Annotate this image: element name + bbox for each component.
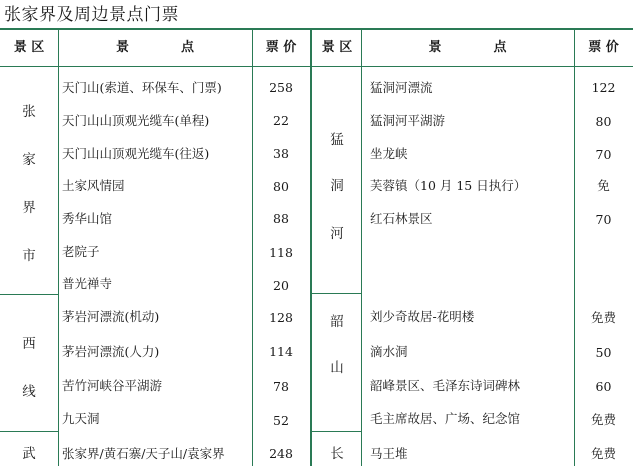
region-label: 河 bbox=[330, 226, 344, 242]
table-row-price: 免费 bbox=[590, 446, 616, 461]
table-row-spot: 猛洞河平湖游 bbox=[370, 113, 446, 128]
region-label: 猛 bbox=[330, 132, 344, 148]
table-row-price: 118 bbox=[269, 245, 293, 260]
region-label: 西 bbox=[22, 336, 36, 352]
region-label: 界 bbox=[22, 200, 36, 216]
table-row-price: 128 bbox=[269, 310, 293, 325]
header-rule bbox=[0, 66, 633, 67]
page-title: 张家界及周边景点门票 bbox=[4, 5, 179, 25]
table-row-spot: 毛主席故居、广场、纪念馆 bbox=[370, 411, 521, 426]
region-label: 武 bbox=[22, 446, 36, 462]
region-label: 市 bbox=[22, 248, 36, 264]
table-row-price: 38 bbox=[273, 146, 289, 161]
table-row-spot: 坐龙峡 bbox=[370, 146, 408, 161]
table-row-spot: 芙蓉镇（10 月 15 日执行） bbox=[370, 178, 527, 193]
table-row-price: 50 bbox=[595, 345, 612, 360]
table-row-spot: 天门山山顶观光缆车(单程) bbox=[62, 113, 210, 128]
region-rule bbox=[0, 294, 58, 295]
header-price-right: 票 价 bbox=[588, 40, 619, 55]
region-label: 线 bbox=[22, 384, 36, 400]
region-label: 韶 bbox=[330, 314, 344, 330]
header-region-left: 景 区 bbox=[13, 40, 45, 55]
table-row-spot: 秀华山馆 bbox=[62, 211, 113, 226]
grid-line bbox=[58, 30, 59, 466]
header-spot-right: 景 点 bbox=[428, 40, 507, 55]
region-label: 张 bbox=[22, 104, 36, 120]
region-label: 山 bbox=[330, 360, 344, 376]
table-row-price: 免费 bbox=[590, 310, 616, 325]
table-row-spot: 天门山(索道、环保车、门票) bbox=[62, 80, 222, 95]
table-row-price: 80 bbox=[273, 179, 289, 194]
table-row-price: 78 bbox=[273, 379, 289, 394]
header-price-left: 票 价 bbox=[265, 40, 297, 55]
table-row-spot: 九天洞 bbox=[62, 411, 100, 426]
table-row-price: 122 bbox=[591, 80, 616, 95]
table-row-price: 52 bbox=[273, 413, 289, 428]
region-rule bbox=[0, 431, 58, 432]
table-row-spot: 老院子 bbox=[62, 244, 100, 259]
region-rule bbox=[310, 431, 362, 432]
table-row-price: 20 bbox=[273, 278, 289, 293]
table-row-price: 免 bbox=[597, 178, 610, 193]
table-row-price: 免费 bbox=[590, 412, 616, 427]
table-row-spot: 马王堆 bbox=[370, 446, 408, 461]
table-row-price: 70 bbox=[595, 147, 612, 162]
grid-line bbox=[361, 30, 362, 466]
table-row-price: 70 bbox=[595, 212, 612, 227]
table-row-price: 88 bbox=[273, 211, 289, 226]
region-label: 长 bbox=[330, 446, 344, 462]
region-rule bbox=[310, 293, 362, 294]
table-row-spot: 茅岩河漂流(机动) bbox=[62, 309, 160, 324]
region-label: 家 bbox=[22, 152, 36, 168]
table-row-price: 258 bbox=[269, 80, 293, 95]
region-label: 洞 bbox=[330, 178, 344, 194]
table-row-price: 80 bbox=[595, 114, 612, 129]
table-row-price: 248 bbox=[269, 446, 293, 461]
table-row-spot: 红石林景区 bbox=[370, 211, 433, 226]
table-row-spot: 苦竹河峡谷平湖游 bbox=[62, 378, 163, 393]
table-row-price: 60 bbox=[595, 379, 612, 394]
table-row-spot: 猛洞河漂流 bbox=[370, 80, 433, 95]
table-row-spot: 刘少奇故居-花明楼 bbox=[370, 309, 475, 324]
header-region-right: 景 区 bbox=[321, 40, 353, 55]
table-row-spot: 茅岩河漂流(人力) bbox=[62, 344, 160, 359]
table-row-spot: 韶峰景区、毛泽东诗词碑林 bbox=[370, 378, 521, 393]
table-row-spot: 滴水洞 bbox=[370, 344, 408, 359]
table-row-spot: 张家界/黄石寨/天子山/袁家界 bbox=[62, 446, 225, 461]
table-row-spot: 普光禅寺 bbox=[62, 276, 113, 291]
grid-divider bbox=[310, 30, 312, 466]
table-row-spot: 土家风情园 bbox=[62, 178, 125, 193]
table-row-price: 22 bbox=[273, 113, 289, 128]
table-row-spot: 天门山山顶观光缆车(往返) bbox=[62, 146, 210, 161]
header-spot-left: 景 点 bbox=[115, 40, 194, 55]
table-row-price: 114 bbox=[269, 344, 293, 359]
ticket-price-table bbox=[0, 28, 633, 466]
